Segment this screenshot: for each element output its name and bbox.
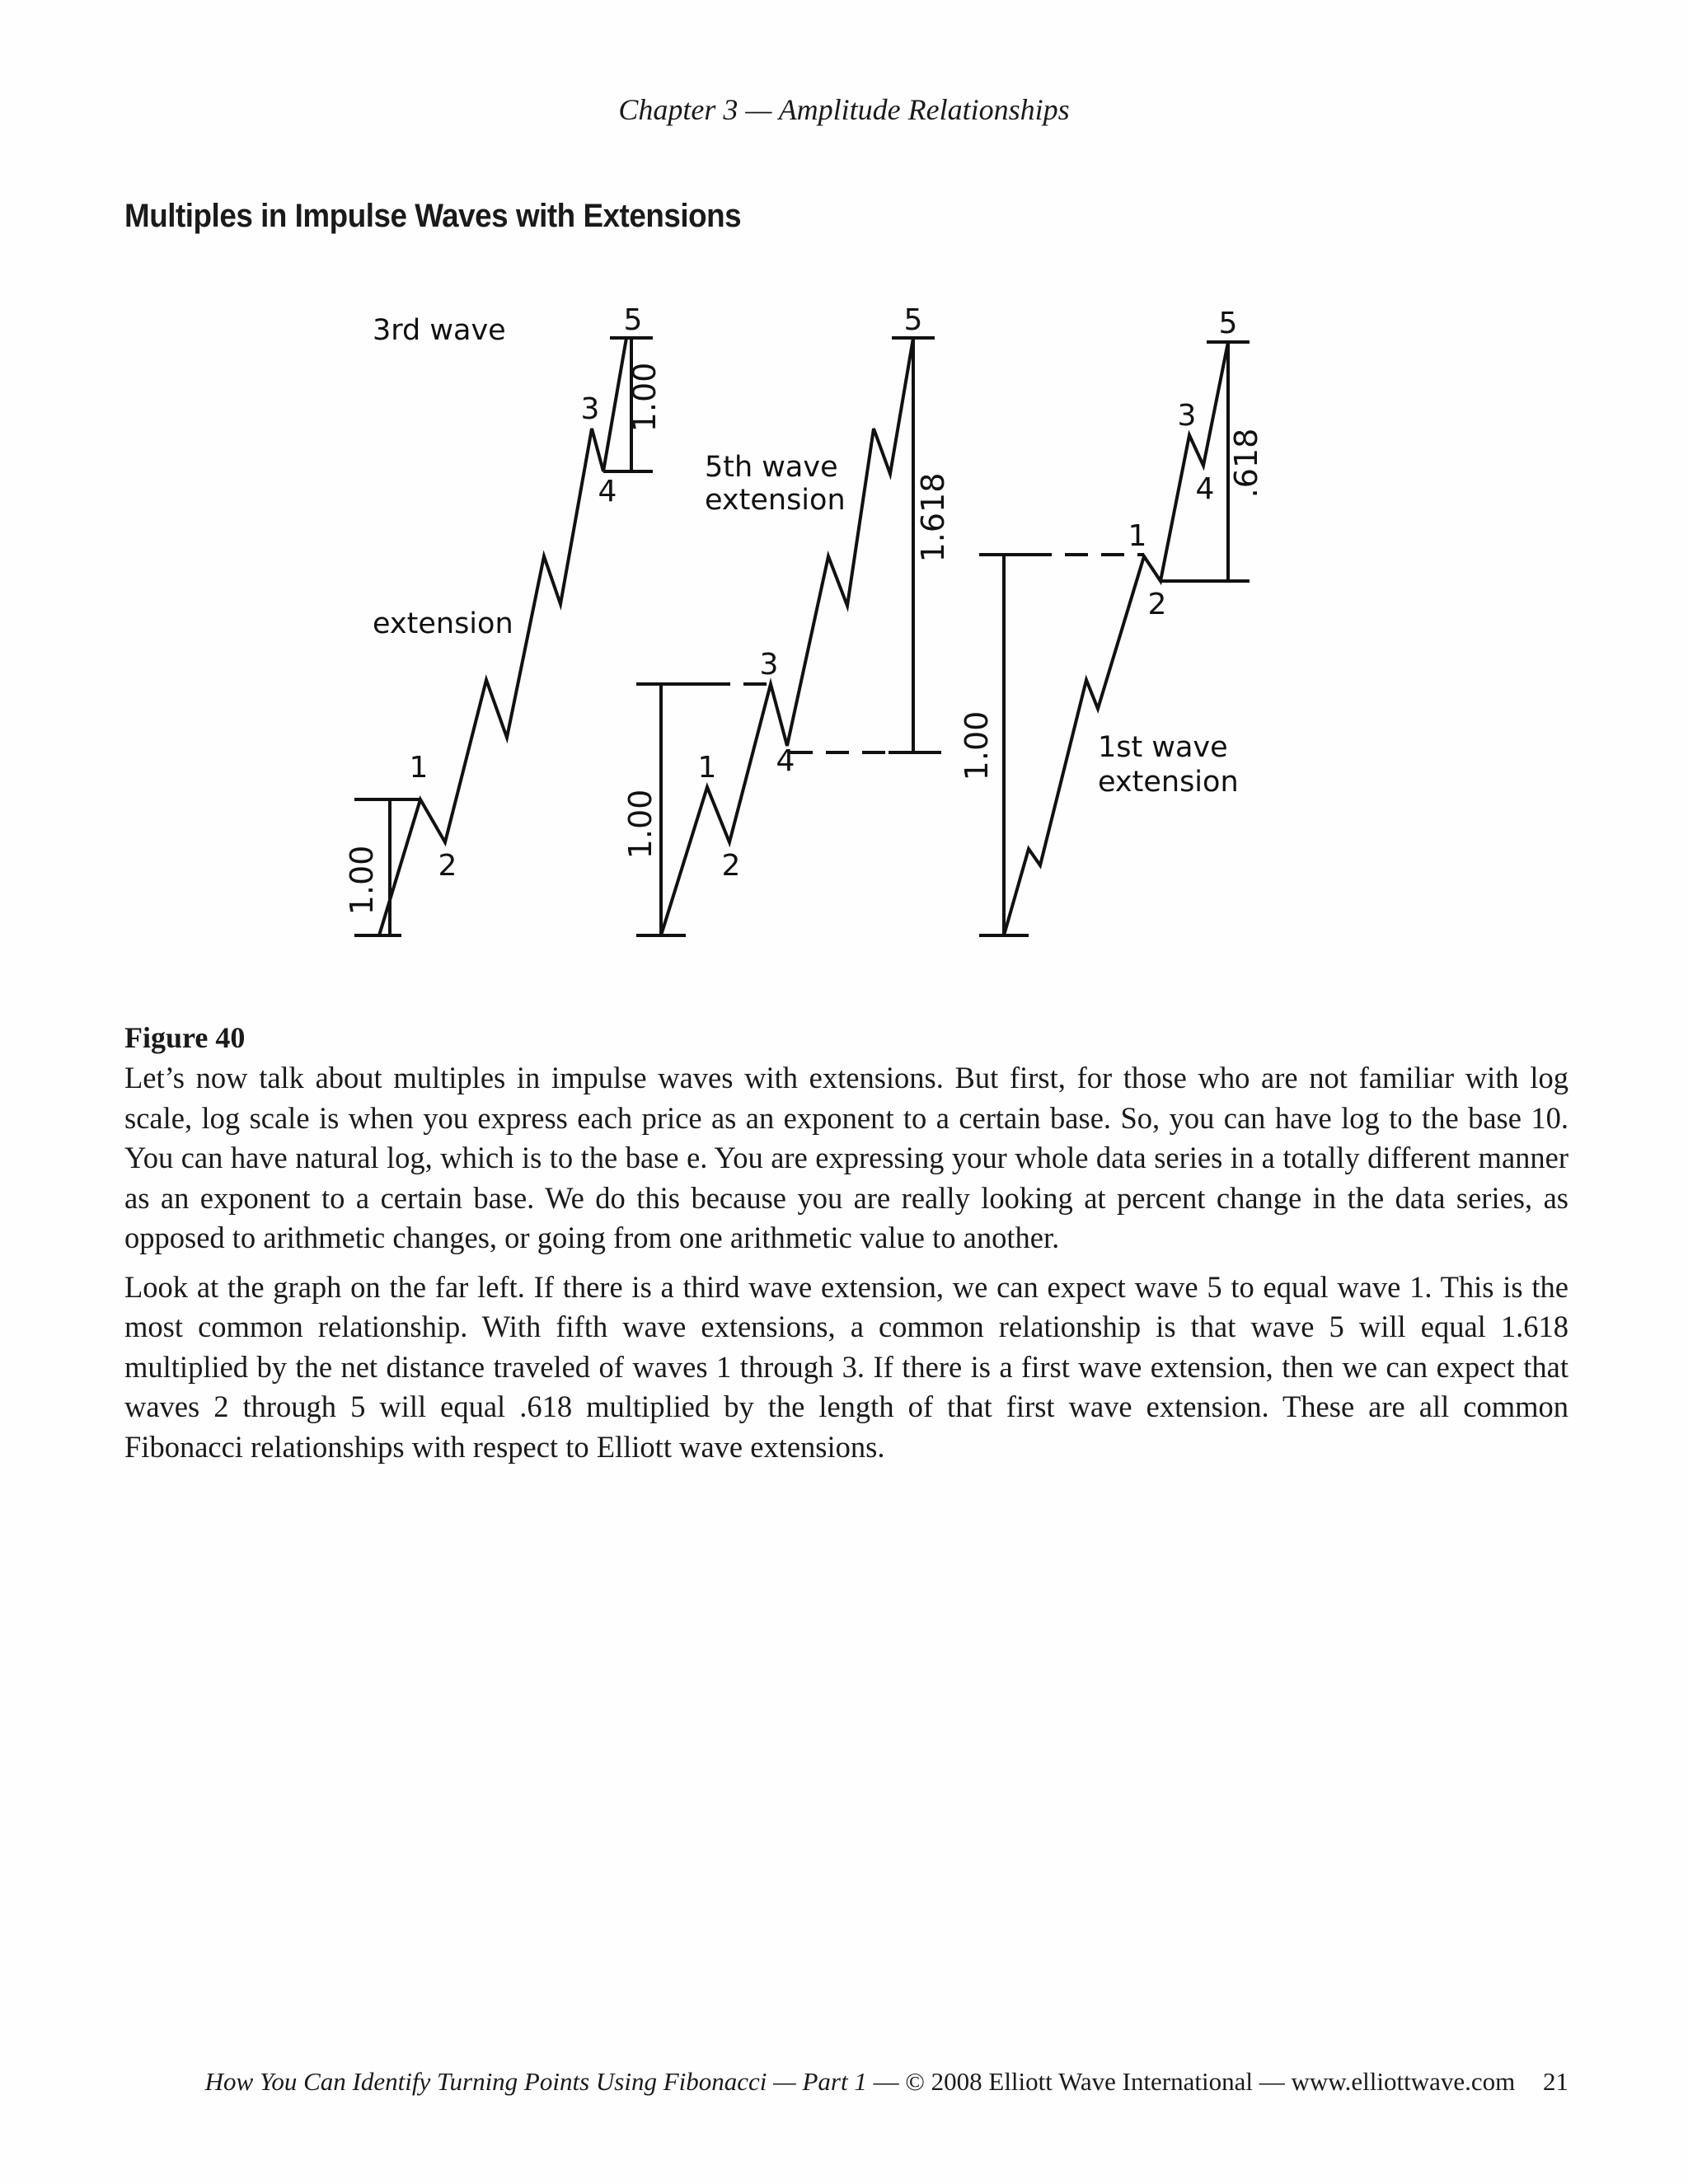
ratio-label: 1.00 xyxy=(626,362,663,433)
paragraph: Let’s now talk about multiples in impulse waves with extensions. But first, for those who are not familiar with log scale, log scale is when you express each price as an exponent to a certain base. So, you can have log to the base 10. You can have natural log, which is to the base e. You are expressing your whole data series in a totally different manner as an exponent to a certain base. We do this because you are really looking at percent change in the data series, as opposed to arithmetic changes, or going from one arithmetic value to another. xyxy=(124,1061,1568,1254)
annotation: extension xyxy=(705,484,846,517)
page-number: 21 xyxy=(1543,2067,1568,2096)
figure-caption: Figure 40 xyxy=(124,1021,246,1054)
wave-label: 5 xyxy=(623,303,643,337)
wave-label: 2 xyxy=(438,849,457,883)
wave-label: 1 xyxy=(697,751,717,785)
annotation: 1st wave xyxy=(1098,731,1228,764)
wave-label: 4 xyxy=(776,744,795,778)
panel-fifth-wave-extension xyxy=(636,338,941,935)
panel-first-wave-extension xyxy=(979,342,1250,935)
elliott-wave-figure xyxy=(0,0,1688,989)
ratio-label: 1.00 xyxy=(622,789,659,860)
running-head: Chapter 3 — Amplitude Relationships xyxy=(618,93,1070,126)
footer-copyright: — © 2008 Elliott Wave International — www.elliottwave.com xyxy=(873,2067,1516,2096)
wave-label: 3 xyxy=(1177,399,1197,433)
wave-label: 1 xyxy=(1128,519,1147,553)
body-text xyxy=(124,1058,1568,1476)
wave-label: 4 xyxy=(598,475,617,509)
wave-label: 4 xyxy=(1195,472,1215,506)
wave-label: 5 xyxy=(1218,307,1238,340)
paragraph: Look at the graph on the far left. If there is a third wave extension, we can expect wave 5 to equal wave 1. This is the most common relationship. With fifth wave extensions, a common relationship is that wave 5 will equal 1.618 multiplied by the net distance traveled of waves 1 through 3. If there is a first wave extension, then we can expect that waves 2 through 5 will equal .618 multiplied by the length of that first wave extension. These are all common Fibonacci relationships with respect to Elliott wave extensions. xyxy=(124,1269,1568,1464)
annotation: extension xyxy=(373,607,513,640)
wave-path xyxy=(661,338,913,935)
wave-label: 3 xyxy=(759,648,779,682)
annotation: 3rd wave xyxy=(373,314,506,347)
page-footer xyxy=(124,2067,1568,2097)
wave-label: 2 xyxy=(721,849,741,883)
ratio-label: .618 xyxy=(1228,428,1264,499)
wave-label: 5 xyxy=(903,303,923,337)
annotation: extension xyxy=(1098,766,1239,799)
ratio-label: 1.618 xyxy=(915,472,951,563)
ratio-label: 1.00 xyxy=(959,710,995,781)
footer-book-title: How You Can Identify Turning Points Using Fibonacci — Part 1 xyxy=(204,2067,867,2096)
wave-label: 3 xyxy=(580,392,600,426)
wave-label: 2 xyxy=(1147,588,1167,621)
wave-label: 1 xyxy=(409,751,429,785)
ratio-label: 1.00 xyxy=(344,845,380,916)
section-title: Multiples in Impulse Waves with Extensions xyxy=(124,198,742,234)
annotation: 5th wave xyxy=(705,451,838,484)
